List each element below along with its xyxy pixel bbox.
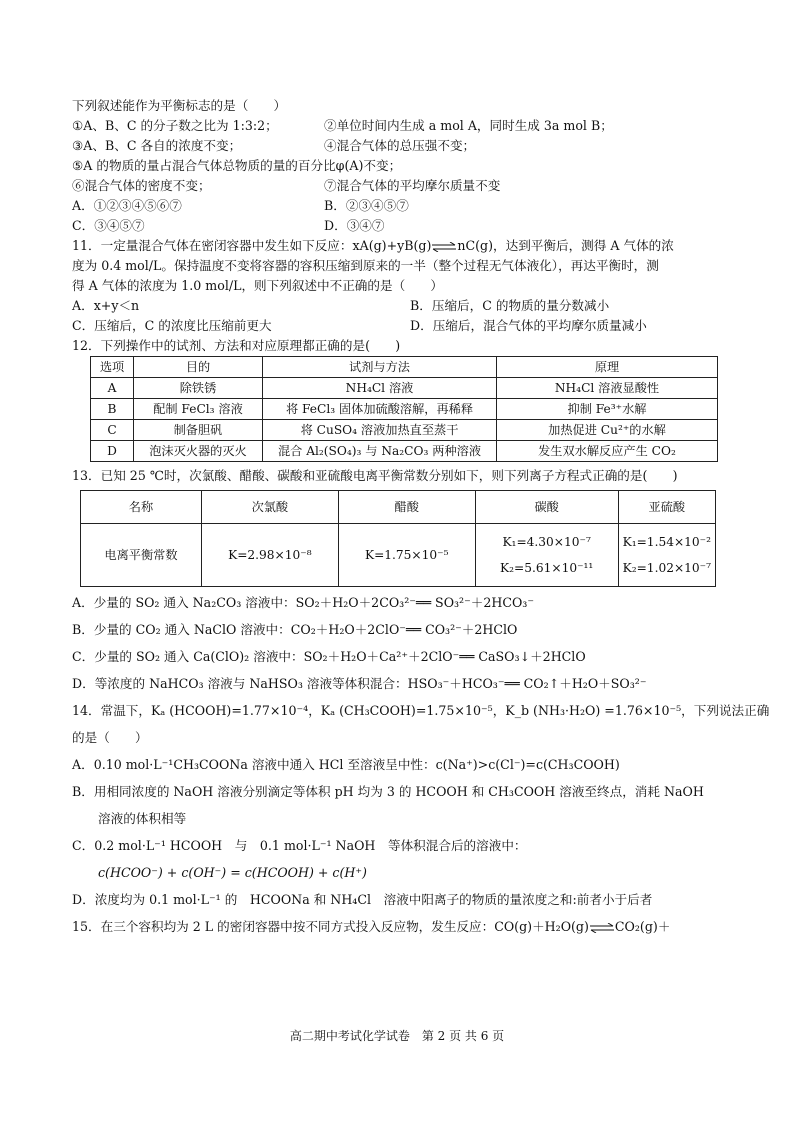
q12-stem: 12．下列操作中的试剂、方法和对应原理都正确的是( ) (72, 338, 401, 353)
q11-option-b: B．压缩后，C 的物质的量分数减小 (410, 298, 610, 313)
table-cell: 加热促进 Cu²⁺的水解 (497, 420, 718, 441)
q10-row-2 (72, 136, 722, 156)
q13-header: 碳酸 (475, 491, 618, 524)
q11-line-2: 度为 0.4 mol/L。保持温度不变将容器的容积压缩到原来的一半（整个过程无气体液化），再达平衡时，测 (72, 258, 659, 273)
q10-options-1 (72, 196, 722, 216)
q13-option-b: B．少量的 CO₂ 通入 NaClO 溶液中：CO₂＋H₂O＋2ClO⁻══ CO₃²⁻＋2HClO (72, 622, 518, 637)
hclo-constant: K=2.98×10⁻⁸ (201, 524, 338, 587)
q12-header: 试剂与方法 (263, 357, 497, 378)
table-row (91, 399, 718, 420)
q11-text-a: 11．一定量混合气体在密闭容器中发生如下反应：xA(g)+yB(g) (72, 238, 432, 253)
q13-option-c: C．少量的 SO₂ 通入 Ca(ClO)₂ 溶液中：SO₂＋H₂O＋Ca²⁺＋2ClO⁻══ CaSO₃↓＋2HClO (72, 649, 586, 664)
q12-header-row (91, 357, 718, 378)
q10-item-7: ⑦混合气体的平均摩尔质量不变 (324, 178, 501, 193)
exam-page (72, 96, 770, 937)
q10-row-1 (72, 116, 722, 136)
sulfurous-constants (618, 524, 715, 587)
q10-stem: 下列叙述能作为平衡标志的是（ ） (72, 98, 287, 113)
q11-text-b: nC(g)，达到平衡后，测得 A 气体的浓 (457, 238, 674, 253)
q15-text-a: 15．在三个容积均为 2 L 的密闭容器中按不同方式投入反应物，发生反应：CO(g)＋H₂O(g) (72, 919, 589, 934)
equilibrium-arrow-icon (589, 923, 615, 933)
table-cell: C (91, 420, 134, 441)
table-row (91, 420, 718, 441)
q11-options-2 (72, 316, 722, 336)
q12-header: 原理 (497, 357, 718, 378)
q15-line-1 (72, 917, 722, 937)
table-row (91, 441, 718, 462)
q11-option-d: D．压缩后，混合气体的平均摩尔质量减小 (410, 318, 647, 333)
q10-item-4: ④混合气体的总压强不变； (324, 138, 476, 153)
q13-option-a: A．少量的 SO₂ 通入 Na₂CO₃ 溶液中：SO₂＋H₂O＋2CO₃²⁻══ SO₃²⁻＋2HCO₃⁻ (72, 595, 535, 610)
q10-options-2 (72, 216, 722, 236)
q11-line-3: 得 A 气体的浓度为 1.0 mol/L，则下列叙述中不正确的是（ ） (72, 278, 443, 293)
q11-option-a: A．x+y＜n (72, 298, 140, 313)
table-cell: B (91, 399, 134, 420)
table-cell: A (91, 378, 134, 399)
table-row (91, 378, 718, 399)
q13-option-d: D．等浓度的 NaHCO₃ 溶液与 NaHSO₃ 溶液等体积混合：HSO₃⁻＋HCO₃⁻══ CO₂↑＋H₂O＋SO₃²⁻ (72, 676, 647, 691)
q13-header: 次氯酸 (201, 491, 338, 524)
q13-header: 亚硫酸 (618, 491, 715, 524)
equilibrium-arrow-icon (431, 242, 457, 252)
q10-item-6: ⑥混合气体的密度不变； (72, 178, 211, 193)
q13-header: 名称 (81, 491, 202, 524)
table-cell: NH₄Cl 溶液 (263, 378, 497, 399)
table-cell: D (91, 441, 134, 462)
q12-table (90, 356, 718, 462)
q10-option-c: C．③④⑤⑦ (72, 218, 145, 233)
q14-option-b-line-1: B．用相同浓度的 NaOH 溶液分别滴定等体积 pH 均为 3 的 HCOOH 和 CH₃COOH 溶液至终点，消耗 NaOH (72, 784, 704, 799)
carbonic-k2: K₂=5.61×10⁻¹¹ (500, 561, 594, 575)
q14-stem-2: 的是（ ） (72, 730, 148, 745)
table-cell: 将 CuSO₄ 溶液加热直至蒸干 (263, 420, 497, 441)
sulfurous-k2: K₂=1.02×10⁻⁷ (622, 561, 711, 575)
q11-option-c: C．压缩后，C 的浓度比压缩前更大 (72, 318, 272, 333)
q14-option-d: D．浓度均为 0.1 mol·L⁻¹ 的 HCOONa 和 NH₄Cl 溶液中阳离子的物质的量浓度之和:前者小于后者 (72, 892, 653, 907)
carbonic-constants (475, 524, 618, 587)
sulfurous-k1: K₁=1.54×10⁻² (622, 535, 711, 549)
q13-table (80, 490, 716, 587)
q10-option-a: A．①②③④⑤⑥⑦ (72, 198, 182, 213)
table-row (81, 524, 716, 587)
q14-option-b-line-2: 溶液的体积相等 (98, 811, 187, 826)
q13-header-row (81, 491, 716, 524)
q10-option-d: D．③④⑦ (324, 218, 385, 233)
table-cell: 制备胆矾 (134, 420, 263, 441)
q10-item-5: ⑤A 的物质的量占混合气体总物质的量的百分比φ(A)不变； (72, 158, 402, 173)
table-cell: 混合 Al₂(SO₄)₃ 与 Na₂CO₃ 两种溶液 (263, 441, 497, 462)
q10-item-3: ③A、B、C 各自的浓度不变； (72, 138, 242, 153)
q12-header: 选项 (91, 357, 134, 378)
q11-line-1 (72, 236, 722, 256)
q13-stem: 13．已知 25 ℃时，次氯酸、醋酸、碳酸和亚硫酸电离平衡常数分别如下，则下列离子方程式正确的是( ) (72, 468, 678, 483)
q10-row-3 (72, 176, 722, 196)
carbonic-k1: K₁=4.30×10⁻⁷ (502, 535, 591, 549)
q12-header: 目的 (134, 357, 263, 378)
q15-text-b: CO₂(g)＋ (614, 919, 671, 934)
page-footer: 高二期中考试化学试卷 第 2 页 共 6 页 (289, 1029, 505, 1043)
q14-stem-1: 14．常温下，Kₐ (HCOOH)=1.77×10⁻⁴，Kₐ (CH₃COOH)=1.75×10⁻⁵，K_b (NH₃·H₂O) =1.76×10⁻⁵，下列说法正确 (72, 703, 770, 718)
q13-row-label: 电离平衡常数 (81, 524, 202, 587)
q13-header: 醋酸 (338, 491, 475, 524)
table-cell: 除铁锈 (134, 378, 263, 399)
q14-option-c-equation: c(HCOO⁻) + c(OH⁻) = c(HCOOH) + c(H⁺) (98, 865, 367, 880)
q14-option-a: A．0.10 mol·L⁻¹CH₃COONa 溶液中通入 HCl 至溶液呈中性：c(Na⁺)>c(Cl⁻)=c(CH₃COOH) (72, 757, 620, 772)
q14-option-c-line-1: C．0.2 mol·L⁻¹ HCOOH 与 0.1 mol·L⁻¹ NaOH 等体积混合后的溶液中： (72, 838, 527, 853)
table-cell: 抑制 Fe³⁺水解 (497, 399, 718, 420)
table-cell: 将 FeCl₃ 固体加硫酸溶解，再稀释 (263, 399, 497, 420)
table-cell: 泡沫灭火器的灭火 (134, 441, 263, 462)
table-cell: 配制 FeCl₃ 溶液 (134, 399, 263, 420)
q11-options-1 (72, 296, 722, 316)
q10-option-b: B．②③④⑤⑦ (324, 198, 409, 213)
table-cell: NH₄Cl 溶液显酸性 (497, 378, 718, 399)
q10-item-1: ①A、B、C 的分子数之比为 1:3:2； (72, 118, 278, 133)
acetic-constant: K=1.75×10⁻⁵ (338, 524, 475, 587)
q10-item-2: ②单位时间内生成 a mol A，同时生成 3a mol B； (324, 118, 613, 133)
table-cell: 发生双水解反应产生 CO₂ (497, 441, 718, 462)
